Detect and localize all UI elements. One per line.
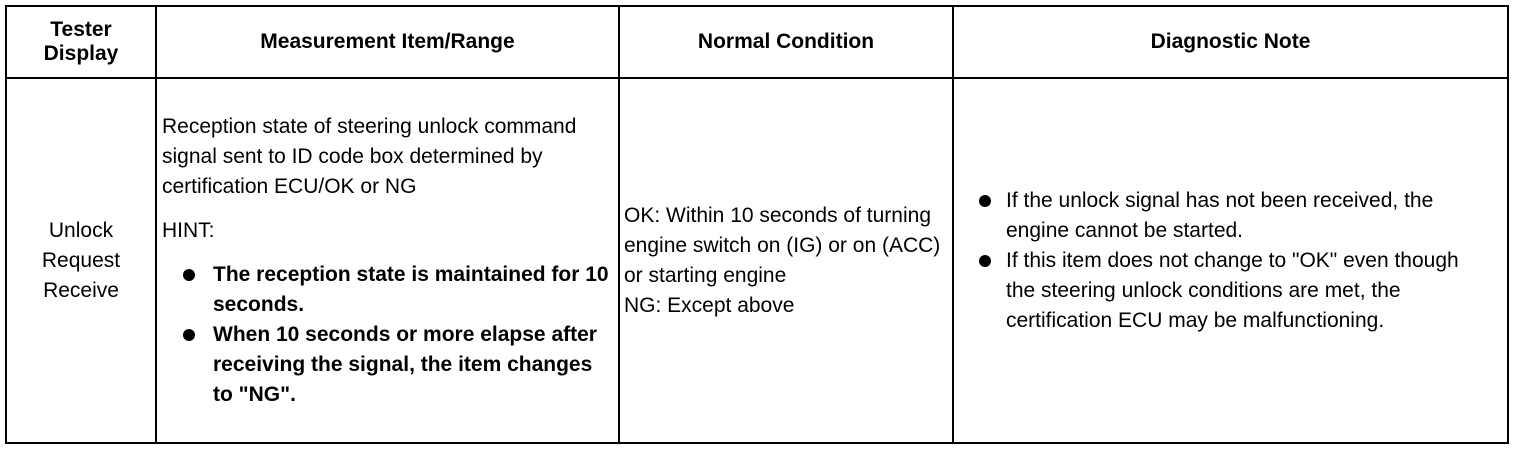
bullet-icon — [979, 195, 991, 207]
header-tester-display-label: Tester Display — [43, 18, 119, 65]
bullet-icon — [183, 269, 195, 281]
header-row — [6, 6, 1508, 78]
hint-item — [162, 320, 614, 410]
normal-ng-text: NG: Except above — [624, 293, 795, 317]
table-row — [6, 78, 1508, 443]
normal-ok-text: OK: Within 10 seconds of turning engine switch on (IG) or on (ACC) or starting engine — [624, 203, 941, 287]
cell-normal-condition — [619, 78, 953, 443]
measurement-description: Reception state of steering unlock command signal sent to ID code box determined by certification ECU/OK or NG — [162, 114, 577, 198]
diagnostic-item — [974, 186, 1487, 246]
header-measurement-item: Measurement Item/Range — [156, 6, 619, 78]
hint-item-text: The reception state is maintained for 10 seconds. — [213, 262, 609, 316]
hint-list — [162, 260, 614, 410]
hint-item-text: When 10 seconds or more elapse after receiving the signal, the item changes to "NG". — [213, 322, 597, 406]
hint-label: HINT: — [162, 218, 215, 242]
diagnostic-item-text: If the unlock signal has not been received, the engine cannot be started. — [1006, 188, 1434, 242]
header-tester-display — [6, 6, 156, 78]
diagnostic-list — [974, 186, 1487, 336]
cell-diagnostic-note — [953, 78, 1508, 443]
bullet-icon — [979, 255, 991, 267]
diagnostic-item — [974, 246, 1487, 336]
bullet-icon — [183, 329, 195, 341]
data-list-table — [5, 5, 1509, 444]
diagnostic-item-text: If this item does not change to "OK" even though the steering unlock conditions are met, the certification ECU may be malfunctioning. — [1006, 248, 1459, 332]
cell-tester-display — [6, 78, 156, 443]
header-diagnostic-note: Diagnostic Note — [953, 6, 1508, 78]
hint-item — [162, 260, 614, 320]
header-normal-condition: Normal Condition — [619, 6, 953, 78]
tester-display-value: Unlock Request Receive — [41, 218, 121, 302]
cell-measurement-range — [156, 78, 619, 443]
